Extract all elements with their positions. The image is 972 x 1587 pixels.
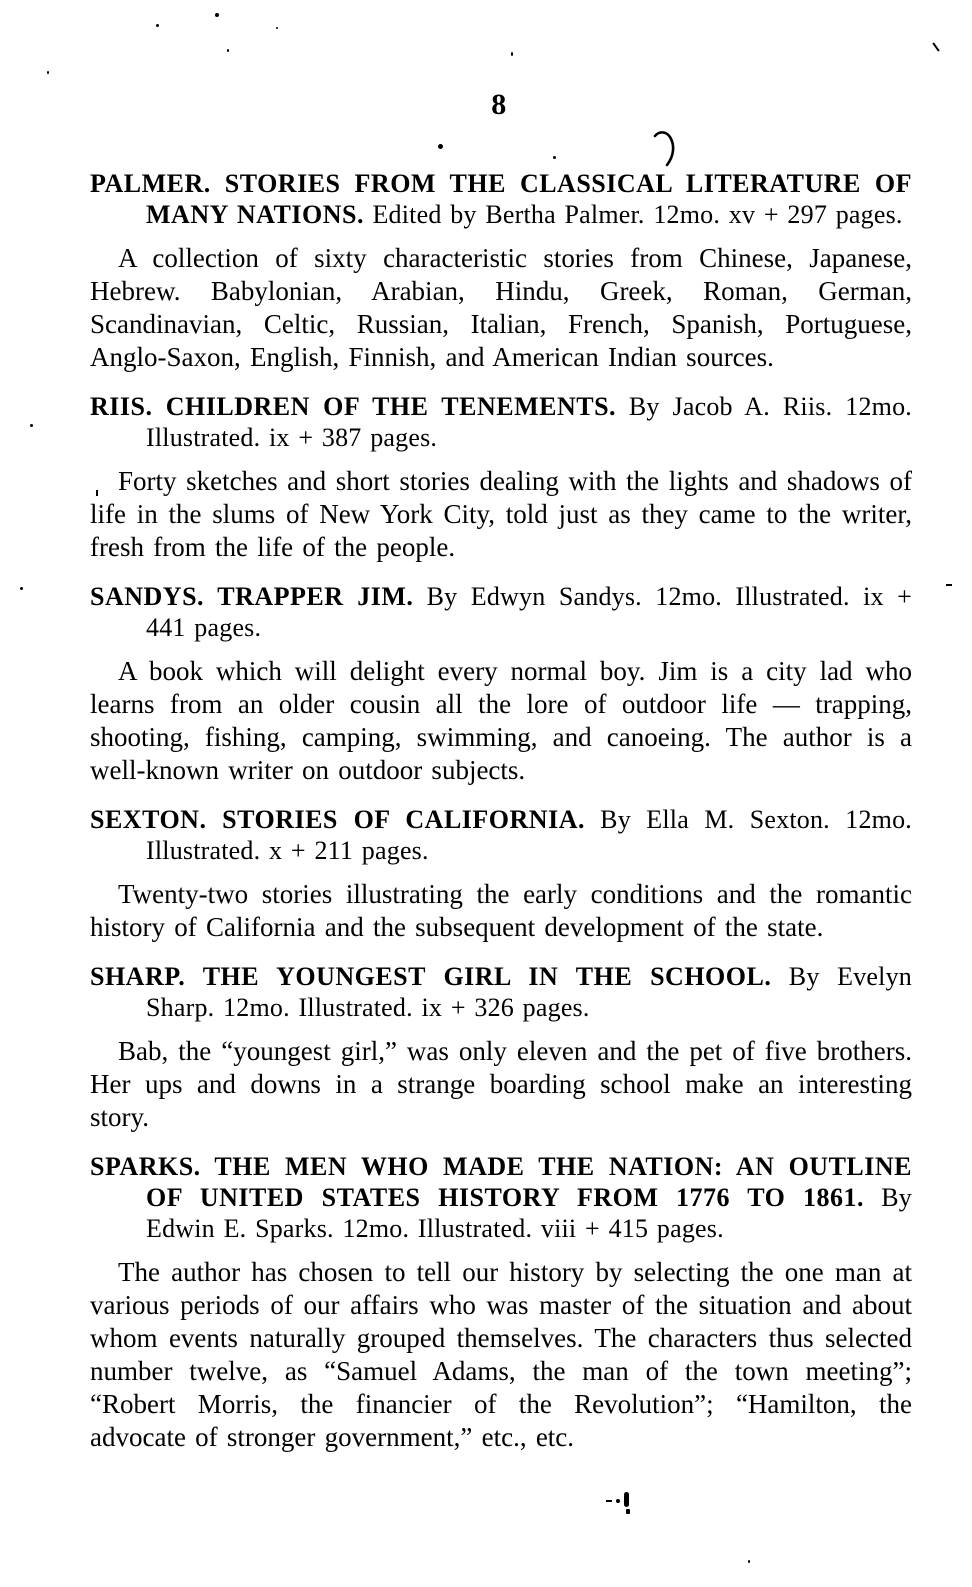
- book-list: [90, 168, 912, 1454]
- entry-details: By Jacob A. Riis. 12mo. Illustrated. ix + 387 pages.: [146, 392, 912, 452]
- ink-speck: [156, 24, 159, 27]
- book-entry-sexton: [90, 804, 912, 944]
- entry-description: Forty sketches and short stories dealing with the lights and shadows of life in the slums of New York City, told just as they came to the writer, fresh from the life of the people.: [90, 466, 912, 562]
- ink-tick: [932, 42, 939, 51]
- ink-speck: [30, 424, 33, 427]
- entry-heading: [90, 804, 912, 866]
- entry-details: By Ella M. Sexton. 12mo. Illustrated. x + 211 pages.: [146, 805, 912, 865]
- entry-description: The author has chosen to tell our history by selecting the one man at various periods of our affairs who was master of the situation and about whom events naturally grouped themselves. The characters thus selected number twelve, as “Samuel Adams, the man of the town meeting”; “Robert Morris, the financier of the Revolution”; “Hamilton, the advocate of stronger government,” etc., etc.: [90, 1257, 912, 1452]
- entry-title: SANDYS. TRAPPER JIM.: [90, 582, 414, 611]
- ink-curve-mark: [650, 128, 680, 172]
- entry-description: Bab, the “youngest girl,” was only eleven and the pet of five brothers. Her ups and downs in a strange boarding school make an interesting story.: [90, 1036, 912, 1132]
- ink-tick: [946, 584, 952, 586]
- entry-details: By Edwyn Sandys. 12mo. Illustrated. ix + 441 pages.: [146, 582, 913, 642]
- ink-speck: [748, 1560, 750, 1563]
- entry-title: SEXTON. STORIES OF CALIFORNIA.: [90, 805, 585, 834]
- ink-speck: [511, 52, 513, 56]
- entry-description: Twenty-two stories illustrating the early conditions and the romantic history of California and the subsequent development of the state.: [90, 879, 912, 942]
- page-number: 8: [491, 88, 507, 121]
- ink-speck: [215, 13, 219, 17]
- book-entry-riis: [90, 391, 912, 564]
- entry-heading: [90, 168, 912, 230]
- entry-title: SHARP. THE YOUNGEST GIRL IN THE SCHOOL.: [90, 962, 772, 991]
- entry-description: A book which will delight every normal boy. Jim is a city lad who learns from an older cousin all the lore of outdoor life — trapping, shooting, fishing, camping, swimming, and canoeing. The author is a well-known writer on outdoor subjects.: [90, 656, 912, 785]
- book-entry-palmer: [90, 168, 912, 374]
- entry-details: By Edwin E. Sparks. 12mo. Illustrated. viii + 415 pages.: [146, 1183, 912, 1243]
- ink-speck: [553, 156, 556, 159]
- entry-heading: [90, 391, 912, 453]
- entry-title: RIIS. CHILDREN OF THE TENEMENTS.: [90, 392, 617, 421]
- book-entry-sparks: [90, 1151, 912, 1454]
- entry-heading: [90, 1151, 912, 1244]
- entry-details: By Evelyn Sharp. 12mo. Illustrated. ix + 326 pages.: [146, 962, 912, 1022]
- ink-speck: [227, 49, 229, 52]
- entry-heading: [90, 581, 912, 643]
- entry-title: SPARKS. THE MEN WHO MADE THE NATION: AN OUTLINE OF UNITED STATES HISTORY FROM 1776 TO 1861.: [90, 1152, 912, 1212]
- entry-title: PALMER. STORIES FROM THE CLASSICAL LITERATURE OF MANY NATIONS.: [90, 169, 912, 229]
- book-entry-sandys: [90, 581, 912, 787]
- entry-description: A collection of sixty characteristic stories from Chinese, Japanese, Hebrew. Babylonian, Arabian, Hindu, Greek, Roman, German, Scandinavian, Celtic, Russian, Italian, French, Spanish, Portuguese, Anglo-Saxon, English, Finnish, and American Indian sources.: [90, 243, 912, 372]
- ink-speck: [20, 587, 23, 590]
- ink-speck: [47, 71, 49, 74]
- entry-details: Edited by Bertha Palmer. 12mo. xv + 297 pages.: [372, 200, 903, 229]
- book-entry-sharp: [90, 961, 912, 1134]
- ink-blot: [604, 1490, 640, 1516]
- ink-speck: [438, 144, 443, 149]
- entry-heading: [90, 961, 912, 1023]
- ink-speck: [276, 27, 278, 29]
